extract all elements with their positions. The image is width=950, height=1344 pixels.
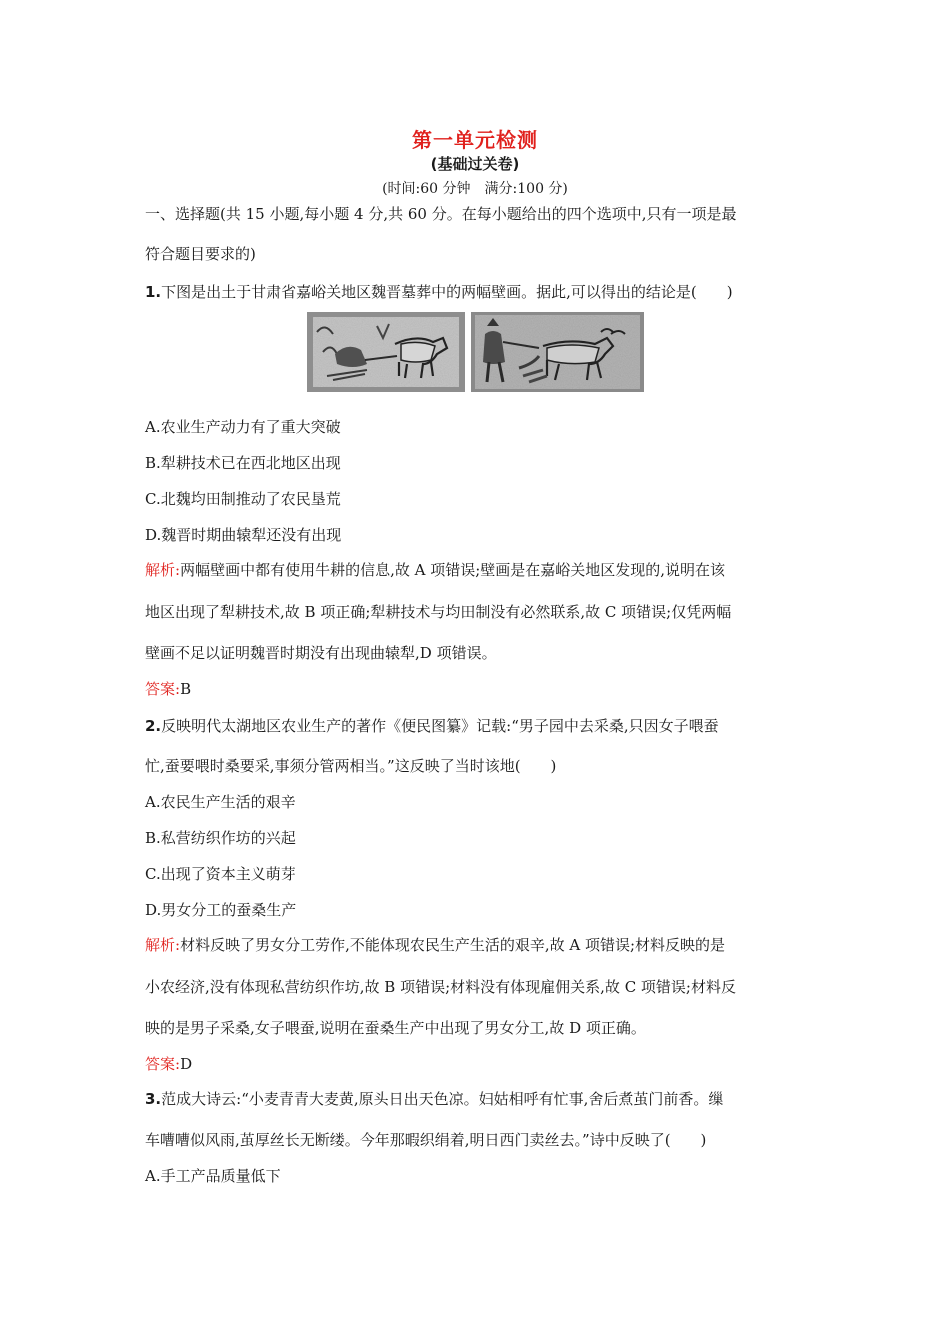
- analysis-text: 两幅壁画中都有使用牛耕的信息,故 A 项错误;壁画是在嘉峪关地区发现的,说明在该: [180, 561, 726, 579]
- analysis-label: 解析:: [145, 936, 181, 954]
- question-2-answer: [145, 1053, 192, 1074]
- question-stem-text: 范成大诗云:“小麦青青大麦黄,原头日出天色凉。妇姑相呼有忙事,舍后煮茧门前香。缫: [161, 1090, 724, 1108]
- question-2-option-b: B.私营纺织作坊的兴起: [145, 829, 296, 847]
- question-3-option-a: A.手工产品质量低下: [145, 1167, 281, 1185]
- question-number: 2.: [145, 717, 162, 735]
- mural-left-image: [307, 312, 465, 392]
- question-2-analysis-line-2: 小农经济,没有体现私营纺织作坊,故 B 项错误;材料没有体现雇佣关系,故 C 项错误;材料反: [145, 978, 736, 996]
- question-1-answer: [145, 678, 191, 699]
- question-2-analysis-line-3: 映的是男子采桑,女子喂蚕,说明在蚕桑生产中出现了男女分工,故 D 项正确。: [145, 1019, 646, 1037]
- question-number: 3.: [145, 1090, 162, 1108]
- question-1-analysis-line-1: [145, 559, 725, 580]
- question-2-analysis-line-1: [145, 934, 725, 955]
- question-2-stem-line-1: [145, 715, 719, 736]
- question-1-option-b: B.犁耕技术已在西北地区出现: [145, 454, 341, 472]
- question-1-analysis-line-3: 壁画不足以证明魏晋时期没有出现曲辕犁,D 项错误。: [145, 644, 497, 662]
- question-3-stem-line-1: [145, 1088, 723, 1109]
- question-3-stem-line-2: 车嘈嘈似风雨,茧厚丝长无断缕。今年那暇织绢着,明日西门卖丝去。”诗中反映了( ): [145, 1131, 707, 1149]
- question-stem-text: 下图是出土于甘肃省嘉峪关地区魏晋墓葬中的两幅壁画。据此,可以得出的结论是( ): [161, 283, 733, 301]
- question-1-option-d: D.魏晋时期曲辕犁还没有出现: [145, 526, 342, 544]
- question-2-stem-line-2: 忙,蚕要喂时桑要采,事须分管两相当。”这反映了当时该地( ): [145, 757, 557, 775]
- time-info: (时间:60 分钟 满分:100 分): [382, 181, 568, 197]
- question-number: 1.: [145, 283, 162, 301]
- answer-value: B: [180, 680, 192, 698]
- analysis-text: 材料反映了男女分工劳作,不能体现农民生产生活的艰辛,故 A 项错误;材料反映的是: [180, 936, 726, 954]
- section-heading-line-2: 符合题目要求的): [145, 245, 256, 263]
- answer-label: 答案:: [145, 680, 181, 698]
- mural-figure: [307, 312, 644, 392]
- question-1-option-a: A.农业生产动力有了重大突破: [145, 418, 341, 436]
- page-subtitle: (基础过关卷): [430, 155, 520, 173]
- question-1-option-c: C.北魏均田制推动了农民垦荒: [145, 490, 341, 508]
- question-2-option-c: C.出现了资本主义萌芽: [145, 865, 296, 883]
- answer-label: 答案:: [145, 1055, 181, 1073]
- answer-value: D: [180, 1055, 193, 1073]
- question-1-analysis-line-2: 地区出现了犁耕技术,故 B 项正确;犁耕技术与均田制没有必然联系,故 C 项错误;仅凭两幅: [145, 603, 732, 621]
- mural-right-image: [471, 312, 644, 392]
- question-2-option-a: A.农民生产生活的艰辛: [145, 793, 296, 811]
- page-title: 第一单元检测: [412, 128, 538, 152]
- question-stem-text: 反映明代太湖地区农业生产的著作《便民图纂》记载:“男子园中去采桑,只因女子喂蚕: [161, 717, 719, 735]
- question-2-option-d: D.男女分工的蚕桑生产: [145, 901, 297, 919]
- analysis-label: 解析:: [145, 561, 181, 579]
- question-1-stem: [145, 281, 733, 302]
- section-heading-line-1: 一、选择题(共 15 小题,每小题 4 分,共 60 分。在每小题给出的四个选项中,只有一项是最: [145, 205, 737, 223]
